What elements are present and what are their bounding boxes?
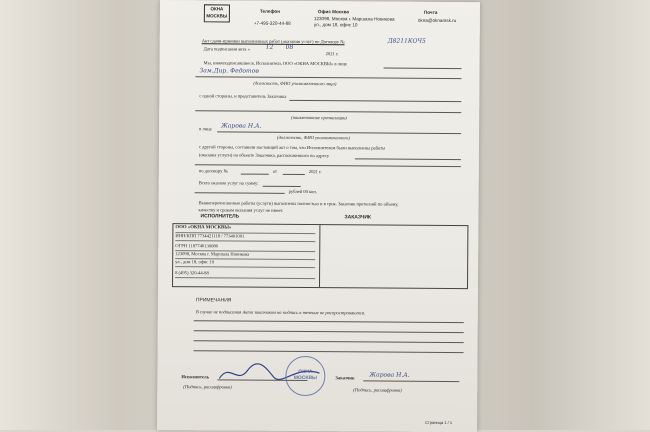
customer-person-handwritten: Жарова Н.А. <box>221 122 262 130</box>
table-row: ООО «ОКНА МОСКВЫ» <box>175 225 315 234</box>
date-month: 08 <box>285 43 294 51</box>
customer-header: ЗАКАЗЧИК <box>344 214 372 221</box>
from-blank <box>283 174 305 175</box>
side-two-cont: (оказаны услуги) на объекте Заказчика, расположенного по адресу <box>198 152 330 159</box>
date-year: 2021 г. <box>325 51 339 57</box>
executor-header: ИСПОЛНИТЕЛЬ <box>200 213 240 220</box>
customer-person-caption: (должность, ФИО уполномоченного) <box>277 134 350 141</box>
customer-sign-caption: (Подпись, расшифровка) <box>353 387 402 393</box>
from-label: от <box>272 168 278 174</box>
year-label: 2021 г. <box>308 169 322 175</box>
stamp-line2: МОСКВЫ <box>293 374 317 382</box>
table-row: ОГРН 1187746130086 <box>175 243 315 252</box>
notes-line <box>194 320 464 323</box>
parties-table <box>172 223 468 289</box>
contract-no-blank <box>241 174 269 175</box>
executor-line <box>195 76 461 79</box>
office-label: Офис Москва <box>317 9 349 15</box>
we-line: Мы, нижеподписавшиеся, Исполнитель ООО «ОКНА МОСКВЫ» в лице <box>203 60 347 67</box>
table-divider <box>319 225 320 287</box>
customer-sign-handwritten: Жарова Н.А. <box>369 371 410 379</box>
side-one-text: с одной стороны, и представитель Заказчика <box>199 93 287 99</box>
notes-text: В случае не подписания Акта заказчиком на подпись в течение не распространяются. <box>195 309 366 316</box>
address-line-2 <box>195 164 461 167</box>
phone-value: +7-495-320-44-88 <box>253 20 291 26</box>
table-row: ул., дом 18, офис 10 <box>175 259 315 268</box>
total-blank <box>263 186 301 187</box>
act-title: Акт сдачи-приемки выполненных работ (оказания услуг) по Договору № <box>201 38 345 45</box>
page-number: Страница 1 / 1 <box>425 419 453 426</box>
customer-sign-line <box>363 380 459 382</box>
table-row: 123098, Москва г. Маршала Новикова <box>175 251 315 260</box>
logo-line1: ОКНА <box>210 6 224 12</box>
side-one-line <box>289 100 461 102</box>
date-label: Дата подписания акта « <box>203 46 250 52</box>
notes-heading: ПРИМЕЧАНИЯ <box>195 297 232 304</box>
document-sheet <box>157 0 480 432</box>
in-person-label: в лице <box>199 126 212 132</box>
customer-person-line <box>217 131 461 134</box>
notes-line <box>194 330 464 333</box>
customer-sign-label: Заказчик <box>335 375 355 381</box>
phone-label: Телефон <box>259 8 281 14</box>
total-label: Всего оказано услуг на сумму: <box>198 180 259 186</box>
customer-org-caption: (наименование организации) <box>291 114 347 121</box>
executor-sign-label: Исполнитель <box>181 374 210 380</box>
contract-no-label: по договору № <box>198 168 228 174</box>
date-day: 12 <box>265 43 274 51</box>
rub-label: рублей 00 коп. <box>288 188 317 195</box>
address-line <box>355 158 461 160</box>
executor-handwritten: Зам.Дир. Федотов <box>199 67 259 75</box>
office-line2: ул., дом 18, офис 10 <box>313 22 358 28</box>
conclusion-line1: Вышеперечисленные работы (услуги) выполнены полностью и в срок. Заказчик претензий по объему, <box>198 200 399 207</box>
side-two-text: с другой стороны, составили настоящий акт о том, что Исполнителем были выполнены работы <box>198 144 386 151</box>
total-words-blank <box>195 192 285 194</box>
stamp-line1: ОКНА <box>298 368 313 376</box>
executor-caption: (должность, ФИО уполномоченного лица) <box>253 80 337 87</box>
table-row: ИНН/КПП 7734421118 / 773401001 <box>175 233 315 242</box>
notes-line <box>194 340 464 343</box>
customer-org-line <box>195 110 461 113</box>
mail-value: okna@oknamsk.ru <box>417 17 457 24</box>
company-logo <box>204 4 230 22</box>
executor-sign-caption: (Подпись, расшифровка) <box>183 384 232 390</box>
table-row: 8 (495) 320-44-88 <box>175 270 315 279</box>
conclusion-line2: качеству и срокам оказания услуг не имеет. <box>198 207 284 213</box>
logo-line2: МОСКВЫ <box>206 13 228 19</box>
notes-line <box>194 350 464 353</box>
company-stamp <box>285 356 325 396</box>
we-line-blank <box>384 68 462 70</box>
mail-label: Почта <box>423 9 438 15</box>
contract-number-handwritten: Д8211КОЧ5 <box>387 37 426 45</box>
office-line1: 123098, Москва г. Маршала Новикова <box>313 16 395 22</box>
